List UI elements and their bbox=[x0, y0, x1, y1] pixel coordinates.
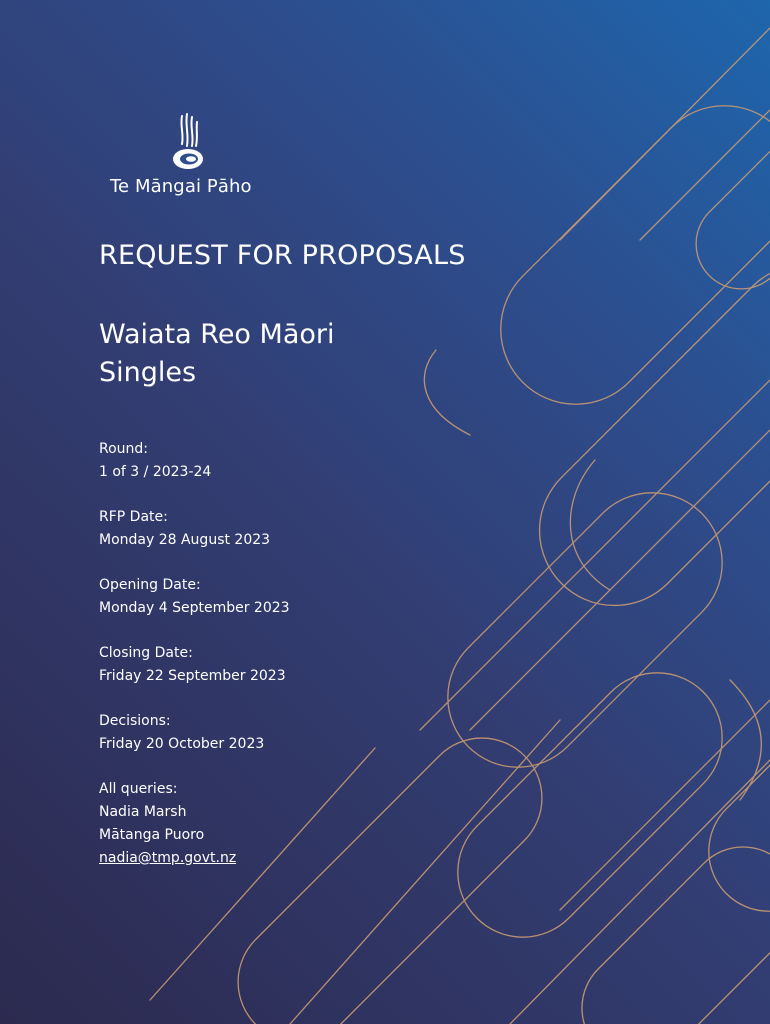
contact-name: Nadia Marsh bbox=[99, 804, 187, 820]
logo-wordmark: Te Māngai Pāho bbox=[110, 176, 252, 197]
decisions-label: Decisions: bbox=[99, 713, 171, 729]
document-heading: REQUEST FOR PROPOSALS bbox=[99, 240, 466, 271]
round-value: 1 of 3 / 2023-24 bbox=[99, 464, 212, 480]
rfp-date-value: Monday 28 August 2023 bbox=[99, 532, 271, 548]
queries-contact bbox=[99, 778, 459, 870]
rfp-details bbox=[99, 438, 459, 892]
opening-date-label: Opening Date: bbox=[99, 577, 201, 593]
koru-spiral-icon bbox=[170, 112, 210, 174]
round-field bbox=[99, 438, 459, 484]
contact-email-link[interactable]: nadia@tmp.govt.nz bbox=[99, 850, 237, 866]
closing-date-field bbox=[99, 642, 459, 688]
contact-role: Mātanga Puoro bbox=[99, 827, 205, 843]
organization-logo bbox=[108, 112, 278, 202]
decisions-field bbox=[99, 710, 459, 756]
rfp-date-field bbox=[99, 506, 459, 552]
document-title bbox=[99, 316, 335, 392]
title-line-1: Waiata Reo Māori bbox=[99, 319, 335, 350]
closing-date-value: Friday 22 September 2023 bbox=[99, 668, 286, 684]
round-label: Round: bbox=[99, 441, 149, 457]
opening-date-value: Monday 4 September 2023 bbox=[99, 600, 290, 616]
queries-label: All queries: bbox=[99, 781, 178, 797]
rfp-date-label: RFP Date: bbox=[99, 509, 168, 525]
closing-date-label: Closing Date: bbox=[99, 645, 193, 661]
decisions-value: Friday 20 October 2023 bbox=[99, 736, 265, 752]
title-line-2: Singles bbox=[99, 357, 197, 388]
opening-date-field bbox=[99, 574, 459, 620]
